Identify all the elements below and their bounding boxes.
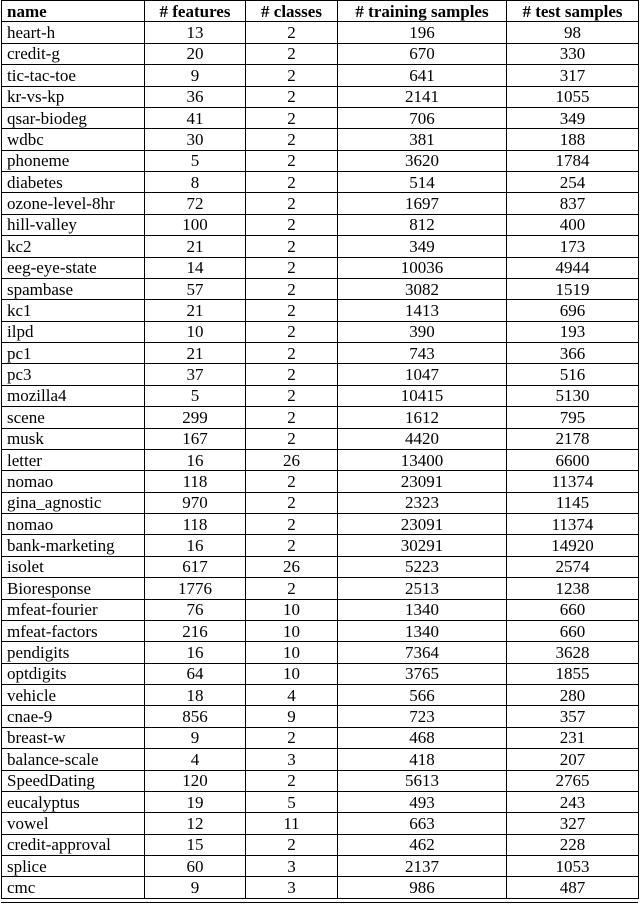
table-row xyxy=(2,449,639,470)
cell-test-samples: 487 xyxy=(507,877,639,898)
cell-features: 1776 xyxy=(145,578,246,599)
cell-features: 14 xyxy=(145,257,246,278)
cell-classes: 2 xyxy=(246,172,338,193)
cell-name: qsar-biodeg xyxy=(2,107,145,128)
header-row xyxy=(2,1,639,22)
cell-name: phoneme xyxy=(2,150,145,171)
cell-training-samples: 2137 xyxy=(338,856,507,877)
cell-training-samples: 3620 xyxy=(338,150,507,171)
cell-training-samples: 1340 xyxy=(338,620,507,641)
cell-name: credit-approval xyxy=(2,834,145,855)
cell-test-samples: 188 xyxy=(507,129,639,150)
cell-features: 13 xyxy=(145,22,246,43)
table-row xyxy=(2,642,639,663)
cell-classes: 2 xyxy=(246,278,338,299)
cell-classes: 5 xyxy=(246,791,338,812)
table-row xyxy=(2,770,639,791)
header-test-samples: # test samples xyxy=(507,1,639,22)
table-row xyxy=(2,172,639,193)
cell-name: nomao xyxy=(2,471,145,492)
table-row xyxy=(2,471,639,492)
cell-features: 12 xyxy=(145,813,246,834)
cell-test-samples: 516 xyxy=(507,364,639,385)
table-row xyxy=(2,343,639,364)
header-classes: # classes xyxy=(246,1,338,22)
header-name: name xyxy=(2,1,145,22)
cell-classes: 2 xyxy=(246,492,338,513)
cell-training-samples: 390 xyxy=(338,321,507,342)
cell-name: eeg-eye-state xyxy=(2,257,145,278)
table-row xyxy=(2,578,639,599)
cell-name: kc1 xyxy=(2,300,145,321)
cell-classes: 2 xyxy=(246,364,338,385)
cell-classes: 3 xyxy=(246,749,338,770)
cell-name: cmc xyxy=(2,877,145,898)
cell-name: nomao xyxy=(2,514,145,535)
cell-test-samples: 1145 xyxy=(507,492,639,513)
cell-test-samples: 349 xyxy=(507,107,639,128)
table-row xyxy=(2,813,639,834)
table-row xyxy=(2,22,639,43)
cell-training-samples: 670 xyxy=(338,43,507,64)
cell-classes: 2 xyxy=(246,321,338,342)
cell-classes: 2 xyxy=(246,86,338,107)
table-row xyxy=(2,364,639,385)
cell-name: tic-tac-toe xyxy=(2,65,145,86)
cell-test-samples: 317 xyxy=(507,65,639,86)
cell-training-samples: 462 xyxy=(338,834,507,855)
cell-test-samples: 14920 xyxy=(507,535,639,556)
cell-test-samples: 696 xyxy=(507,300,639,321)
cell-test-samples: 4944 xyxy=(507,257,639,278)
table-row xyxy=(2,663,639,684)
cell-classes: 2 xyxy=(246,727,338,748)
cell-features: 41 xyxy=(145,107,246,128)
cell-name: eucalyptus xyxy=(2,791,145,812)
cell-name: ozone-level-8hr xyxy=(2,193,145,214)
cell-name: wdbc xyxy=(2,129,145,150)
cell-name: vehicle xyxy=(2,685,145,706)
table-row xyxy=(2,385,639,406)
cell-features: 60 xyxy=(145,856,246,877)
cell-features: 15 xyxy=(145,834,246,855)
cell-features: 118 xyxy=(145,514,246,535)
cell-test-samples: 193 xyxy=(507,321,639,342)
table-row xyxy=(2,65,639,86)
cell-features: 118 xyxy=(145,471,246,492)
cell-name: mozilla4 xyxy=(2,385,145,406)
cell-training-samples: 196 xyxy=(338,22,507,43)
cell-name: spambase xyxy=(2,278,145,299)
table-row xyxy=(2,257,639,278)
cell-test-samples: 231 xyxy=(507,727,639,748)
cell-test-samples: 3628 xyxy=(507,642,639,663)
cell-features: 10 xyxy=(145,321,246,342)
cell-name: credit-g xyxy=(2,43,145,64)
cell-test-samples: 837 xyxy=(507,193,639,214)
cell-test-samples: 2574 xyxy=(507,556,639,577)
cell-training-samples: 723 xyxy=(338,706,507,727)
cell-classes: 2 xyxy=(246,107,338,128)
cell-features: 167 xyxy=(145,428,246,449)
cell-training-samples: 2141 xyxy=(338,86,507,107)
cell-name: scene xyxy=(2,407,145,428)
cell-training-samples: 566 xyxy=(338,685,507,706)
cell-classes: 10 xyxy=(246,620,338,641)
cell-features: 36 xyxy=(145,86,246,107)
cell-name: kr-vs-kp xyxy=(2,86,145,107)
cell-features: 617 xyxy=(145,556,246,577)
cell-training-samples: 493 xyxy=(338,791,507,812)
cell-classes: 2 xyxy=(246,407,338,428)
cell-training-samples: 1340 xyxy=(338,599,507,620)
cell-features: 30 xyxy=(145,129,246,150)
cell-training-samples: 1413 xyxy=(338,300,507,321)
cell-name: kc2 xyxy=(2,236,145,257)
cell-classes: 2 xyxy=(246,65,338,86)
cell-name: breast-w xyxy=(2,727,145,748)
table-row xyxy=(2,107,639,128)
cell-name: isolet xyxy=(2,556,145,577)
bottom-rule xyxy=(1,902,638,903)
cell-training-samples: 5223 xyxy=(338,556,507,577)
cell-classes: 2 xyxy=(246,43,338,64)
cell-classes: 2 xyxy=(246,22,338,43)
table-row xyxy=(2,407,639,428)
cell-training-samples: 10036 xyxy=(338,257,507,278)
cell-classes: 2 xyxy=(246,300,338,321)
cell-test-samples: 795 xyxy=(507,407,639,428)
cell-test-samples: 11374 xyxy=(507,514,639,535)
cell-classes: 2 xyxy=(246,385,338,406)
cell-test-samples: 5130 xyxy=(507,385,639,406)
table-row xyxy=(2,150,639,171)
cell-classes: 2 xyxy=(246,193,338,214)
cell-training-samples: 3765 xyxy=(338,663,507,684)
cell-features: 5 xyxy=(145,150,246,171)
cell-training-samples: 13400 xyxy=(338,449,507,470)
cell-training-samples: 349 xyxy=(338,236,507,257)
table-row xyxy=(2,129,639,150)
cell-name: heart-h xyxy=(2,22,145,43)
cell-classes: 26 xyxy=(246,449,338,470)
cell-test-samples: 11374 xyxy=(507,471,639,492)
cell-name: hill-valley xyxy=(2,214,145,235)
cell-features: 9 xyxy=(145,727,246,748)
cell-classes: 2 xyxy=(246,471,338,492)
cell-name: vowel xyxy=(2,813,145,834)
cell-test-samples: 98 xyxy=(507,22,639,43)
header-training-samples: # training samples xyxy=(338,1,507,22)
cell-test-samples: 2178 xyxy=(507,428,639,449)
cell-name: gina_agnostic xyxy=(2,492,145,513)
cell-classes: 3 xyxy=(246,877,338,898)
cell-features: 299 xyxy=(145,407,246,428)
cell-training-samples: 1697 xyxy=(338,193,507,214)
table-row xyxy=(2,321,639,342)
table-row xyxy=(2,193,639,214)
datasets-table xyxy=(1,0,639,899)
cell-classes: 2 xyxy=(246,514,338,535)
cell-features: 64 xyxy=(145,663,246,684)
cell-test-samples: 660 xyxy=(507,620,639,641)
cell-training-samples: 641 xyxy=(338,65,507,86)
cell-training-samples: 986 xyxy=(338,877,507,898)
cell-classes: 10 xyxy=(246,663,338,684)
cell-features: 4 xyxy=(145,749,246,770)
cell-training-samples: 10415 xyxy=(338,385,507,406)
table-row xyxy=(2,791,639,812)
table-row xyxy=(2,214,639,235)
cell-training-samples: 706 xyxy=(338,107,507,128)
cell-classes: 9 xyxy=(246,706,338,727)
table-row xyxy=(2,834,639,855)
table-row xyxy=(2,514,639,535)
cell-features: 18 xyxy=(145,685,246,706)
cell-name: cnae-9 xyxy=(2,706,145,727)
cell-classes: 4 xyxy=(246,685,338,706)
cell-features: 9 xyxy=(145,877,246,898)
cell-test-samples: 327 xyxy=(507,813,639,834)
cell-training-samples: 23091 xyxy=(338,514,507,535)
table-row xyxy=(2,556,639,577)
cell-classes: 2 xyxy=(246,257,338,278)
cell-features: 5 xyxy=(145,385,246,406)
table-row xyxy=(2,492,639,513)
cell-test-samples: 1053 xyxy=(507,856,639,877)
cell-features: 9 xyxy=(145,65,246,86)
cell-training-samples: 3082 xyxy=(338,278,507,299)
table-row xyxy=(2,727,639,748)
table-row xyxy=(2,236,639,257)
cell-name: ilpd xyxy=(2,321,145,342)
cell-name: mfeat-fourier xyxy=(2,599,145,620)
table-row xyxy=(2,278,639,299)
cell-features: 37 xyxy=(145,364,246,385)
cell-name: pc1 xyxy=(2,343,145,364)
cell-training-samples: 743 xyxy=(338,343,507,364)
cell-features: 72 xyxy=(145,193,246,214)
table-row xyxy=(2,877,639,898)
cell-features: 76 xyxy=(145,599,246,620)
cell-classes: 10 xyxy=(246,599,338,620)
cell-training-samples: 7364 xyxy=(338,642,507,663)
cell-training-samples: 468 xyxy=(338,727,507,748)
cell-test-samples: 1055 xyxy=(507,86,639,107)
cell-features: 21 xyxy=(145,236,246,257)
cell-test-samples: 173 xyxy=(507,236,639,257)
cell-features: 16 xyxy=(145,449,246,470)
cell-training-samples: 1047 xyxy=(338,364,507,385)
cell-classes: 10 xyxy=(246,642,338,663)
cell-test-samples: 1784 xyxy=(507,150,639,171)
table-row xyxy=(2,86,639,107)
cell-classes: 2 xyxy=(246,214,338,235)
cell-classes: 2 xyxy=(246,578,338,599)
cell-name: SpeedDating xyxy=(2,770,145,791)
cell-test-samples: 6600 xyxy=(507,449,639,470)
table-row xyxy=(2,685,639,706)
cell-training-samples: 812 xyxy=(338,214,507,235)
cell-test-samples: 330 xyxy=(507,43,639,64)
cell-features: 856 xyxy=(145,706,246,727)
cell-test-samples: 1855 xyxy=(507,663,639,684)
table-row xyxy=(2,535,639,556)
cell-name: pc3 xyxy=(2,364,145,385)
header-features: # features xyxy=(145,1,246,22)
cell-test-samples: 357 xyxy=(507,706,639,727)
cell-test-samples: 280 xyxy=(507,685,639,706)
cell-classes: 2 xyxy=(246,343,338,364)
cell-test-samples: 660 xyxy=(507,599,639,620)
cell-training-samples: 514 xyxy=(338,172,507,193)
cell-name: pendigits xyxy=(2,642,145,663)
table-row xyxy=(2,856,639,877)
table-row xyxy=(2,706,639,727)
cell-name: splice xyxy=(2,856,145,877)
cell-test-samples: 366 xyxy=(507,343,639,364)
cell-features: 120 xyxy=(145,770,246,791)
cell-classes: 11 xyxy=(246,813,338,834)
cell-features: 21 xyxy=(145,343,246,364)
cell-classes: 2 xyxy=(246,236,338,257)
table-row xyxy=(2,749,639,770)
cell-test-samples: 243 xyxy=(507,791,639,812)
table-row xyxy=(2,428,639,449)
cell-training-samples: 418 xyxy=(338,749,507,770)
cell-features: 216 xyxy=(145,620,246,641)
table-body xyxy=(2,22,639,898)
cell-name: diabetes xyxy=(2,172,145,193)
table-row xyxy=(2,599,639,620)
table-header xyxy=(2,1,639,22)
cell-training-samples: 2323 xyxy=(338,492,507,513)
cell-test-samples: 254 xyxy=(507,172,639,193)
cell-classes: 2 xyxy=(246,129,338,150)
cell-classes: 2 xyxy=(246,770,338,791)
cell-features: 57 xyxy=(145,278,246,299)
cell-training-samples: 1612 xyxy=(338,407,507,428)
cell-classes: 2 xyxy=(246,428,338,449)
cell-test-samples: 228 xyxy=(507,834,639,855)
cell-test-samples: 207 xyxy=(507,749,639,770)
cell-name: letter xyxy=(2,449,145,470)
cell-features: 21 xyxy=(145,300,246,321)
cell-features: 16 xyxy=(145,642,246,663)
cell-test-samples: 1519 xyxy=(507,278,639,299)
cell-classes: 2 xyxy=(246,150,338,171)
cell-name: musk xyxy=(2,428,145,449)
table-row xyxy=(2,620,639,641)
cell-classes: 26 xyxy=(246,556,338,577)
cell-features: 100 xyxy=(145,214,246,235)
cell-name: bank-marketing xyxy=(2,535,145,556)
cell-training-samples: 5613 xyxy=(338,770,507,791)
cell-features: 970 xyxy=(145,492,246,513)
cell-test-samples: 400 xyxy=(507,214,639,235)
cell-name: Bioresponse xyxy=(2,578,145,599)
cell-classes: 2 xyxy=(246,535,338,556)
table-row xyxy=(2,300,639,321)
cell-features: 20 xyxy=(145,43,246,64)
cell-test-samples: 1238 xyxy=(507,578,639,599)
cell-training-samples: 381 xyxy=(338,129,507,150)
cell-test-samples: 2765 xyxy=(507,770,639,791)
table-row xyxy=(2,43,639,64)
cell-name: mfeat-factors xyxy=(2,620,145,641)
cell-classes: 3 xyxy=(246,856,338,877)
cell-features: 8 xyxy=(145,172,246,193)
cell-training-samples: 30291 xyxy=(338,535,507,556)
cell-training-samples: 663 xyxy=(338,813,507,834)
cell-features: 19 xyxy=(145,791,246,812)
cell-name: balance-scale xyxy=(2,749,145,770)
cell-name: optdigits xyxy=(2,663,145,684)
cell-classes: 2 xyxy=(246,834,338,855)
cell-training-samples: 23091 xyxy=(338,471,507,492)
cell-training-samples: 4420 xyxy=(338,428,507,449)
cell-training-samples: 2513 xyxy=(338,578,507,599)
cell-features: 16 xyxy=(145,535,246,556)
